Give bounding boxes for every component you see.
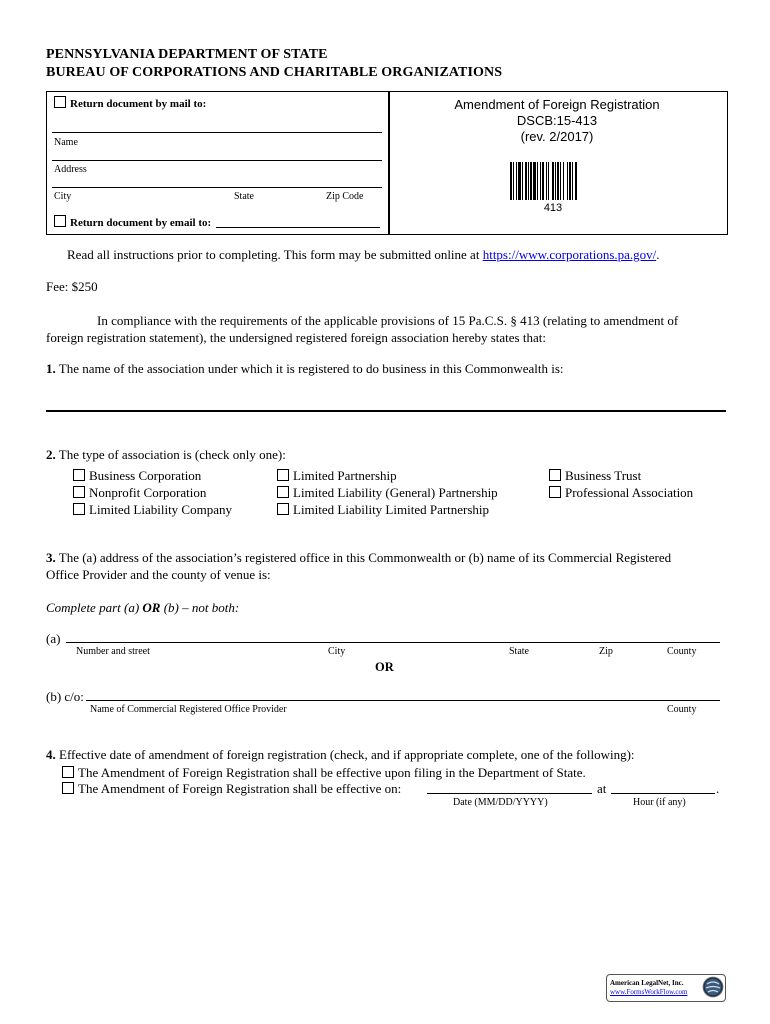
option-label: Professional Association (565, 485, 694, 500)
barcode-bar (569, 162, 571, 200)
option-label: Business Trust (565, 468, 642, 483)
field-state: State (509, 646, 529, 657)
barcode-bar (560, 162, 561, 200)
option-effective-upon-filing[interactable] (62, 765, 586, 781)
part-b-label: (b) c/o: (46, 689, 84, 704)
zip-label: Zip Code (326, 191, 364, 202)
address-line[interactable] (52, 160, 382, 161)
option-limited-partnership[interactable] (277, 468, 397, 484)
option-label: Limited Liability (General) Partnership (293, 485, 498, 500)
question-1 (46, 361, 564, 377)
barcode-bar (546, 162, 547, 200)
checkbox[interactable] (277, 469, 289, 481)
checkbox[interactable] (277, 503, 289, 515)
barcode-bar (525, 162, 527, 200)
field-crop-name: Name of Commercial Registered Office Provider (90, 704, 287, 715)
hour-label: Hour (if any) (633, 797, 686, 808)
checkbox[interactable] (549, 469, 561, 481)
name-line[interactable] (52, 132, 382, 133)
or-separator: OR (375, 660, 394, 674)
option-llgp[interactable] (277, 485, 498, 501)
checkbox[interactable] (62, 766, 74, 778)
question-4 (46, 747, 635, 763)
city-state-zip-line[interactable] (52, 187, 382, 188)
note-or: OR (142, 600, 161, 615)
option-label: Limited Liability Limited Partnership (293, 502, 490, 517)
option-label: The Amendment of Foreign Registration shall be effective upon filing in the Department of State. (78, 765, 586, 780)
field-county-a: County (667, 646, 697, 657)
q2-text: The type of association is (check only one): (55, 447, 286, 462)
field-city: City (328, 646, 346, 657)
return-by-email (54, 215, 211, 229)
barcode-bar (522, 162, 523, 200)
barcode-bar (537, 162, 538, 200)
checkbox[interactable] (549, 486, 561, 498)
part-b-line[interactable] (86, 700, 720, 701)
footer-company: American LegalNet, Inc. (610, 979, 684, 987)
barcode-bar (528, 162, 529, 200)
checkbox[interactable] (62, 782, 74, 794)
q4-text: Effective date of amendment of foreign registration (check, and if appropriate complete, one of the following): (55, 747, 635, 762)
q2-number: 2. (46, 447, 56, 462)
department-title: PENNSYLVANIA DEPARTMENT OF STATE (46, 47, 328, 62)
barcode-bar (572, 162, 573, 200)
compliance-line-2: foreign registration statement), the undersigned registered foreign association hereby states that: (46, 330, 546, 345)
part-a-line[interactable] (66, 642, 720, 643)
barcode-bar (575, 162, 577, 200)
footer-link[interactable]: www.FormsWorkFlow.com (610, 988, 688, 996)
option-business-trust[interactable] (549, 468, 641, 484)
option-effective-on-date[interactable] (62, 781, 401, 797)
fee: Fee: $250 (46, 279, 98, 294)
q3-note (46, 600, 239, 616)
barcode-number: 413 (543, 202, 563, 214)
city-label: City (54, 191, 72, 202)
barcode-bar (552, 162, 554, 200)
field-number-street: Number and street (76, 646, 150, 657)
q1-number: 1. (46, 361, 56, 376)
date-label: Date (MM/DD/YYYY) (453, 797, 548, 808)
barcode-bar (555, 162, 556, 200)
field-zip: Zip (599, 646, 613, 657)
q4-number: 4. (46, 747, 56, 762)
form-title: Amendment of Foreign Registration (454, 97, 660, 112)
field-county-b: County (667, 704, 697, 715)
state-label: State (234, 191, 254, 202)
name-label: Name (54, 137, 78, 148)
checkbox[interactable] (73, 486, 85, 498)
barcode-bar (540, 162, 541, 200)
option-label: Limited Partnership (293, 468, 397, 483)
online-link[interactable]: https://www.corporations.pa.gov/ (482, 247, 657, 262)
option-label: Nonprofit Corporation (89, 485, 207, 500)
address-label: Address (54, 164, 87, 175)
q3-number: 3. (46, 550, 56, 565)
bureau-title: BUREAU OF CORPORATIONS AND CHARITABLE ORGANIZATIONS (46, 65, 503, 80)
barcode-bar (557, 162, 559, 200)
form-id-text (388, 97, 726, 145)
option-label: The Amendment of Foreign Registration shall be effective on: (78, 781, 402, 796)
mail-label: Return document by mail to: (70, 98, 207, 110)
option-lllp[interactable] (277, 502, 489, 518)
barcode-bar (518, 162, 521, 200)
form-rev: (rev. 2/2017) (520, 129, 594, 144)
barcode-bar (510, 162, 512, 200)
globe-icon (702, 976, 724, 998)
checkbox[interactable] (73, 469, 85, 481)
barcode-bar (563, 162, 564, 200)
email-checkbox[interactable] (54, 215, 66, 227)
footer-url[interactable] (610, 988, 687, 997)
email-label: Return document by email to: (70, 217, 212, 229)
q3-line-2: Office Provider and the county of venue is: (46, 567, 271, 582)
return-by-mail (54, 96, 206, 110)
option-label: Business Corporation (89, 468, 202, 483)
option-business-corporation[interactable] (73, 468, 201, 484)
form-code: DSCB:15-413 (516, 113, 598, 128)
barcode-bar (533, 162, 536, 200)
barcode-bar (567, 162, 568, 200)
checkbox[interactable] (73, 503, 85, 515)
question-3 (46, 550, 671, 566)
option-professional-association[interactable] (549, 485, 693, 501)
barcode-bar (513, 162, 514, 200)
intro-text (67, 247, 660, 263)
checkbox[interactable] (277, 486, 289, 498)
period: . (716, 781, 720, 796)
barcode-bar (542, 162, 544, 200)
association-name-line[interactable] (46, 410, 726, 412)
barcode-bar (530, 162, 532, 200)
note-b: (b) – not both: (160, 600, 240, 615)
part-a-label: (a) (46, 631, 61, 646)
at-label: at (597, 781, 607, 796)
hour-line[interactable] (611, 793, 715, 794)
q1-text: The name of the association under which it is registered to do business in this Commonwealth is: (55, 361, 564, 376)
intro-end: . (656, 247, 660, 262)
return-document-box (46, 91, 390, 235)
note-a: Complete part (a) (46, 600, 143, 615)
barcode (508, 162, 598, 202)
compliance-line-1: In compliance with the requirements of the applicable provisions of 15 Pa.C.S. § 413 (relating to amendment of (97, 313, 679, 328)
email-line[interactable] (216, 227, 380, 228)
option-nonprofit-corporation[interactable] (73, 485, 206, 501)
q3-line-1: The (a) address of the association’s registered office in this Commonwealth or (b) name of its Commercial Registered (55, 550, 672, 565)
mail-checkbox[interactable] (54, 96, 66, 108)
barcode-bar (516, 162, 517, 200)
barcode-bar (548, 162, 549, 200)
question-2 (46, 447, 286, 463)
date-line[interactable] (427, 793, 592, 794)
option-limited-liability-company[interactable] (73, 502, 232, 518)
intro-sentence: Read all instructions prior to completing. This form may be submitted online at (67, 247, 483, 262)
option-label: Limited Liability Company (89, 502, 232, 517)
